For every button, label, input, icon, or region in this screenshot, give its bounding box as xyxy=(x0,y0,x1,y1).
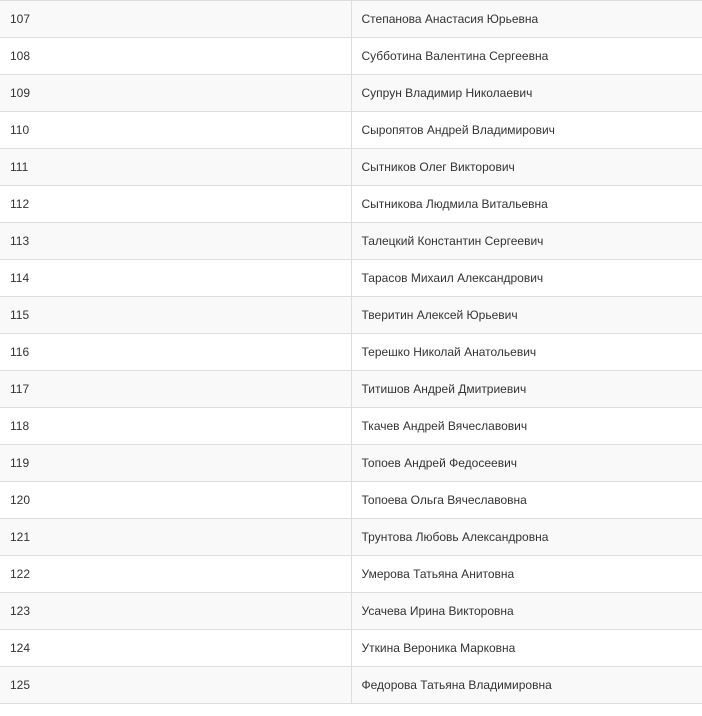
table-row xyxy=(0,112,702,149)
table-row xyxy=(0,75,702,112)
person-name: Сытникова Людмила Витальевна xyxy=(351,186,702,223)
table-row xyxy=(0,556,702,593)
table-row xyxy=(0,223,702,260)
table-row xyxy=(0,38,702,75)
table-row xyxy=(0,1,702,38)
person-name: Усачева Ирина Викторовна xyxy=(351,593,702,630)
row-number: 108 xyxy=(0,38,351,75)
table-row xyxy=(0,149,702,186)
row-number: 124 xyxy=(0,630,351,667)
person-name: Умерова Татьяна Анитовна xyxy=(351,556,702,593)
person-name: Ткачев Андрей Вячеславович xyxy=(351,408,702,445)
row-number: 119 xyxy=(0,445,351,482)
person-name: Уткина Вероника Марковна xyxy=(351,630,702,667)
person-name: Топоева Ольга Вячеславовна xyxy=(351,482,702,519)
person-name: Титишов Андрей Дмитриевич xyxy=(351,371,702,408)
row-number: 109 xyxy=(0,75,351,112)
person-name: Трунтова Любовь Александровна xyxy=(351,519,702,556)
row-number: 116 xyxy=(0,334,351,371)
person-name: Талецкий Константин Сергеевич xyxy=(351,223,702,260)
person-name: Топоев Андрей Федосеевич xyxy=(351,445,702,482)
person-name: Тверитин Алексей Юрьевич xyxy=(351,297,702,334)
row-number: 122 xyxy=(0,556,351,593)
row-number: 115 xyxy=(0,297,351,334)
row-number: 110 xyxy=(0,112,351,149)
row-number: 117 xyxy=(0,371,351,408)
row-number: 111 xyxy=(0,149,351,186)
row-number: 125 xyxy=(0,667,351,704)
row-number: 112 xyxy=(0,186,351,223)
table-row xyxy=(0,593,702,630)
table-row xyxy=(0,371,702,408)
row-number: 121 xyxy=(0,519,351,556)
table-row xyxy=(0,519,702,556)
table-row xyxy=(0,408,702,445)
person-name: Степанова Анастасия Юрьевна xyxy=(351,1,702,38)
table-row xyxy=(0,260,702,297)
table-row xyxy=(0,186,702,223)
row-number: 120 xyxy=(0,482,351,519)
row-number: 113 xyxy=(0,223,351,260)
table-row xyxy=(0,445,702,482)
person-name: Тарасов Михаил Александрович xyxy=(351,260,702,297)
row-number: 107 xyxy=(0,1,351,38)
person-name: Терешко Николай Анатольевич xyxy=(351,334,702,371)
table-body xyxy=(0,1,702,704)
table-row xyxy=(0,667,702,704)
table-row xyxy=(0,334,702,371)
person-name: Сытников Олег Викторович xyxy=(351,149,702,186)
table-row xyxy=(0,297,702,334)
row-number: 118 xyxy=(0,408,351,445)
table-row xyxy=(0,482,702,519)
person-name: Федорова Татьяна Владимировна xyxy=(351,667,702,704)
person-name: Супрун Владимир Николаевич xyxy=(351,75,702,112)
table-row xyxy=(0,630,702,667)
row-number: 114 xyxy=(0,260,351,297)
row-number: 123 xyxy=(0,593,351,630)
person-name: Субботина Валентина Сергеевна xyxy=(351,38,702,75)
person-name: Сыропятов Андрей Владимирович xyxy=(351,112,702,149)
